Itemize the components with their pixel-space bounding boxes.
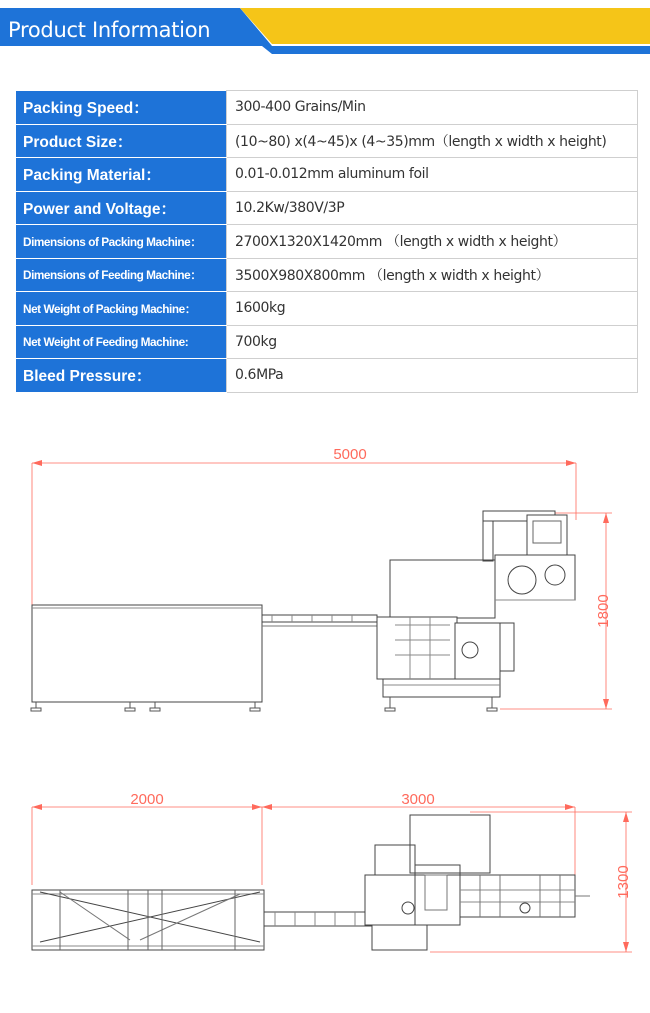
spec-value: 1600kg xyxy=(227,292,638,326)
spec-label: Dimensions of Feeding Machine： xyxy=(17,258,227,292)
spec-label: Power and Voltage： xyxy=(17,191,227,225)
spec-label: Dimensions of Packing Machine： xyxy=(17,225,227,259)
spec-row xyxy=(17,191,638,225)
spec-label: Product Size： xyxy=(17,124,227,158)
spec-row xyxy=(17,359,638,393)
spec-label: Net Weight of Packing Machine： xyxy=(17,292,227,326)
dimension-feed-length-label: 2000 xyxy=(130,791,164,808)
dimension-length-label: 5000 xyxy=(333,446,367,463)
header-banner xyxy=(0,0,650,56)
spec-label: Packing Speed： xyxy=(17,91,227,125)
front-view-drawing xyxy=(0,445,650,725)
spec-row xyxy=(17,325,638,359)
top-view-drawing xyxy=(0,790,650,970)
spec-value: 700kg xyxy=(227,325,638,359)
spec-value: 300-400 Grains/Min xyxy=(227,91,638,125)
page-title: Product Information xyxy=(8,18,211,42)
spec-label: Bleed Pressure： xyxy=(17,359,227,393)
spec-row xyxy=(17,124,638,158)
spec-value: 10.2Kw/380V/3P xyxy=(227,191,638,225)
spec-value: 0.6MPa xyxy=(227,359,638,393)
spec-table xyxy=(16,90,638,393)
spec-value: 3500X980X800mm （length x width x height） xyxy=(227,258,638,292)
spec-label: Packing Material： xyxy=(17,158,227,192)
spec-value: (10~80) x(4~45)x (4~35)mm（length x width x height) xyxy=(227,124,638,158)
spec-row xyxy=(17,91,638,125)
dimension-pack-length-label: 3000 xyxy=(401,791,435,808)
spec-value: 2700X1320X1420mm （length x width x height） xyxy=(227,225,638,259)
spec-value: 0.01-0.012mm aluminum foil xyxy=(227,158,638,192)
spec-row xyxy=(17,225,638,259)
spec-label: Net Weight of Feeding Machine: xyxy=(17,325,227,359)
spec-row xyxy=(17,158,638,192)
spec-row xyxy=(17,292,638,326)
spec-row xyxy=(17,258,638,292)
dimension-height-label: 1800 xyxy=(595,594,612,628)
dimension-width-label: 1300 xyxy=(615,865,632,899)
